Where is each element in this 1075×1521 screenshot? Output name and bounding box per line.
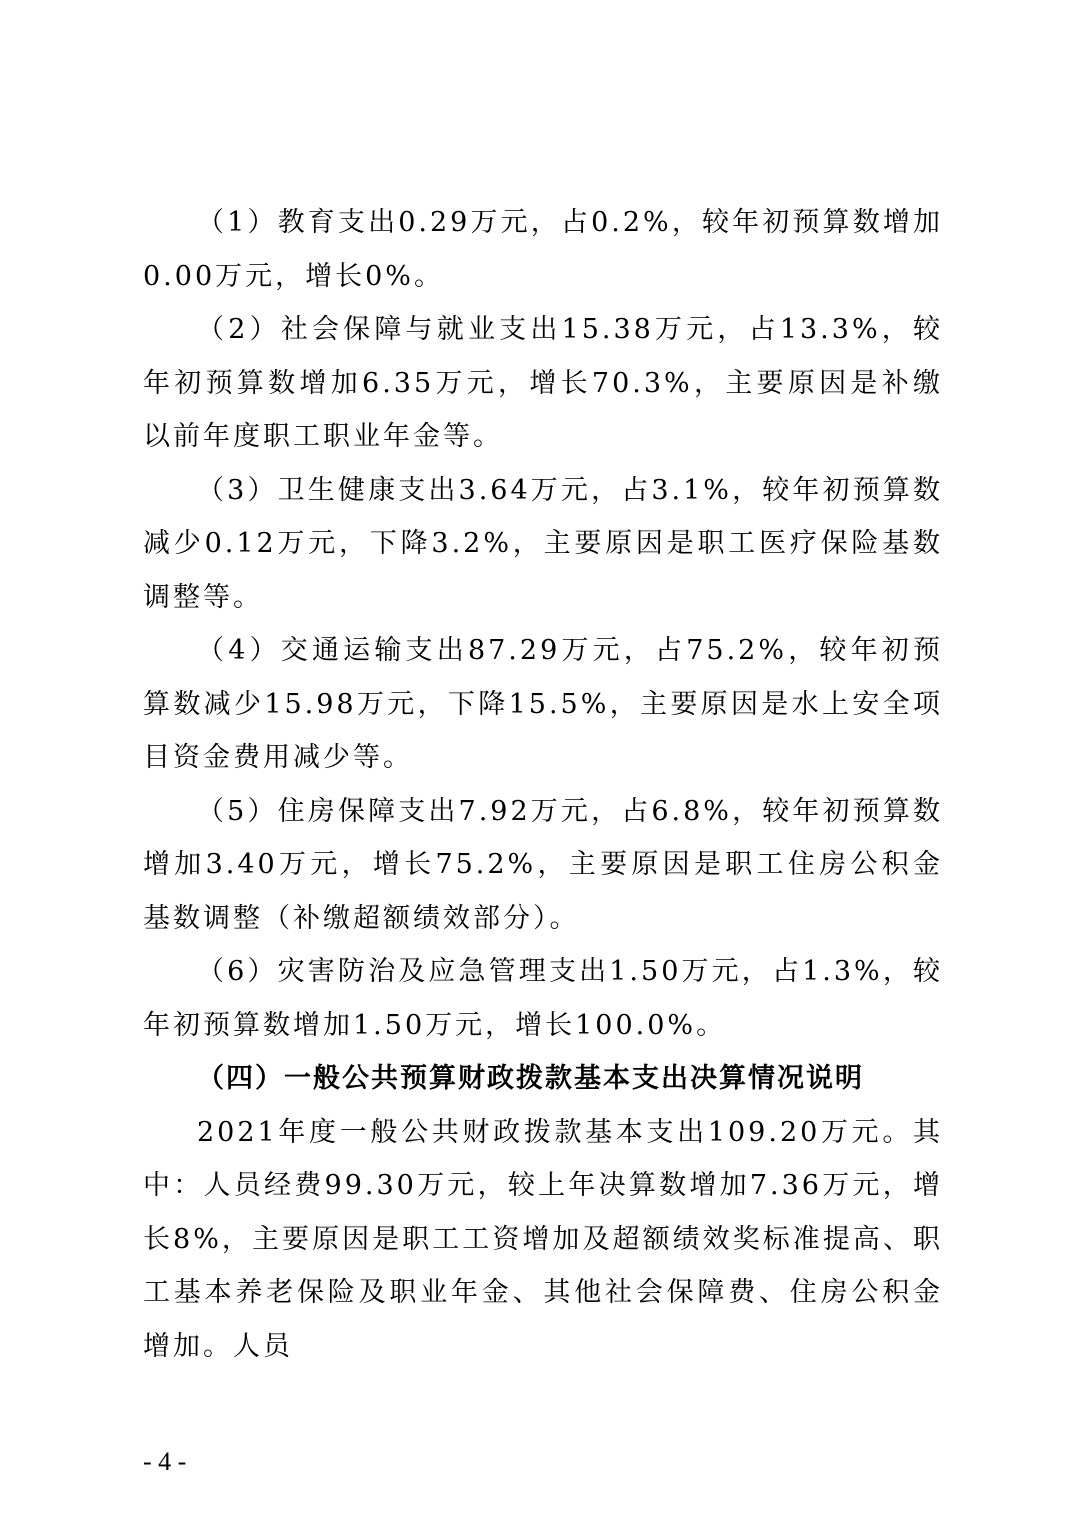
paragraph-health-expense: （3）卫生健康支出3.64万元，占3.1%，较年初预算数减少0.12万元，下降3.2%，主要原因是职工医疗保险基数调整等。 (143, 474, 943, 613)
paragraph-housing-expense: （5）住房保障支出7.92万元，占6.8%，较年初预算数增加3.40万元，增长75.2%，主要原因是职工住房公积金基数调整（补缴超额绩效部分）。 (143, 795, 943, 934)
document-body (143, 196, 943, 1373)
page-number: - 4 - (143, 1447, 187, 1476)
paragraph-basic-expense-summary: 2021年度一般公共财政拨款基本支出109.20万元。其中：人员经费99.30万元，较上年决算数增加7.36万元，增长8%，主要原因是职工工资增加及超额绩效奖标准提高、职工基本养老保险及职业年金、其他社会保障费、住房公积金增加。人员 (143, 1116, 943, 1362)
paragraph-disaster-prevention-expense: （6）灾害防治及应急管理支出1.50万元，占1.3%，较年初预算数增加1.50万元，增长100.0%。 (143, 956, 943, 1041)
section-heading: （四）一般公共预算财政拨款基本支出决算情况说明 (197, 1063, 864, 1094)
paragraph-social-security-expense: （2）社会保障与就业支出15.38万元，占13.3%，较年初预算数增加6.35万元，增长70.3%，主要原因是补缴以前年度职工职业年金等。 (143, 314, 943, 452)
paragraph-transport-expense: （4）交通运输支出87.29万元，占75.2%，较年初预算数减少15.98万元，下降15.5%，主要原因是水上安全项目资金费用减少等。 (143, 635, 943, 773)
paragraph-education-expense: （1）教育支出0.29万元，占0.2%，较年初预算数增加0.00万元，增长0%。 (143, 207, 943, 292)
